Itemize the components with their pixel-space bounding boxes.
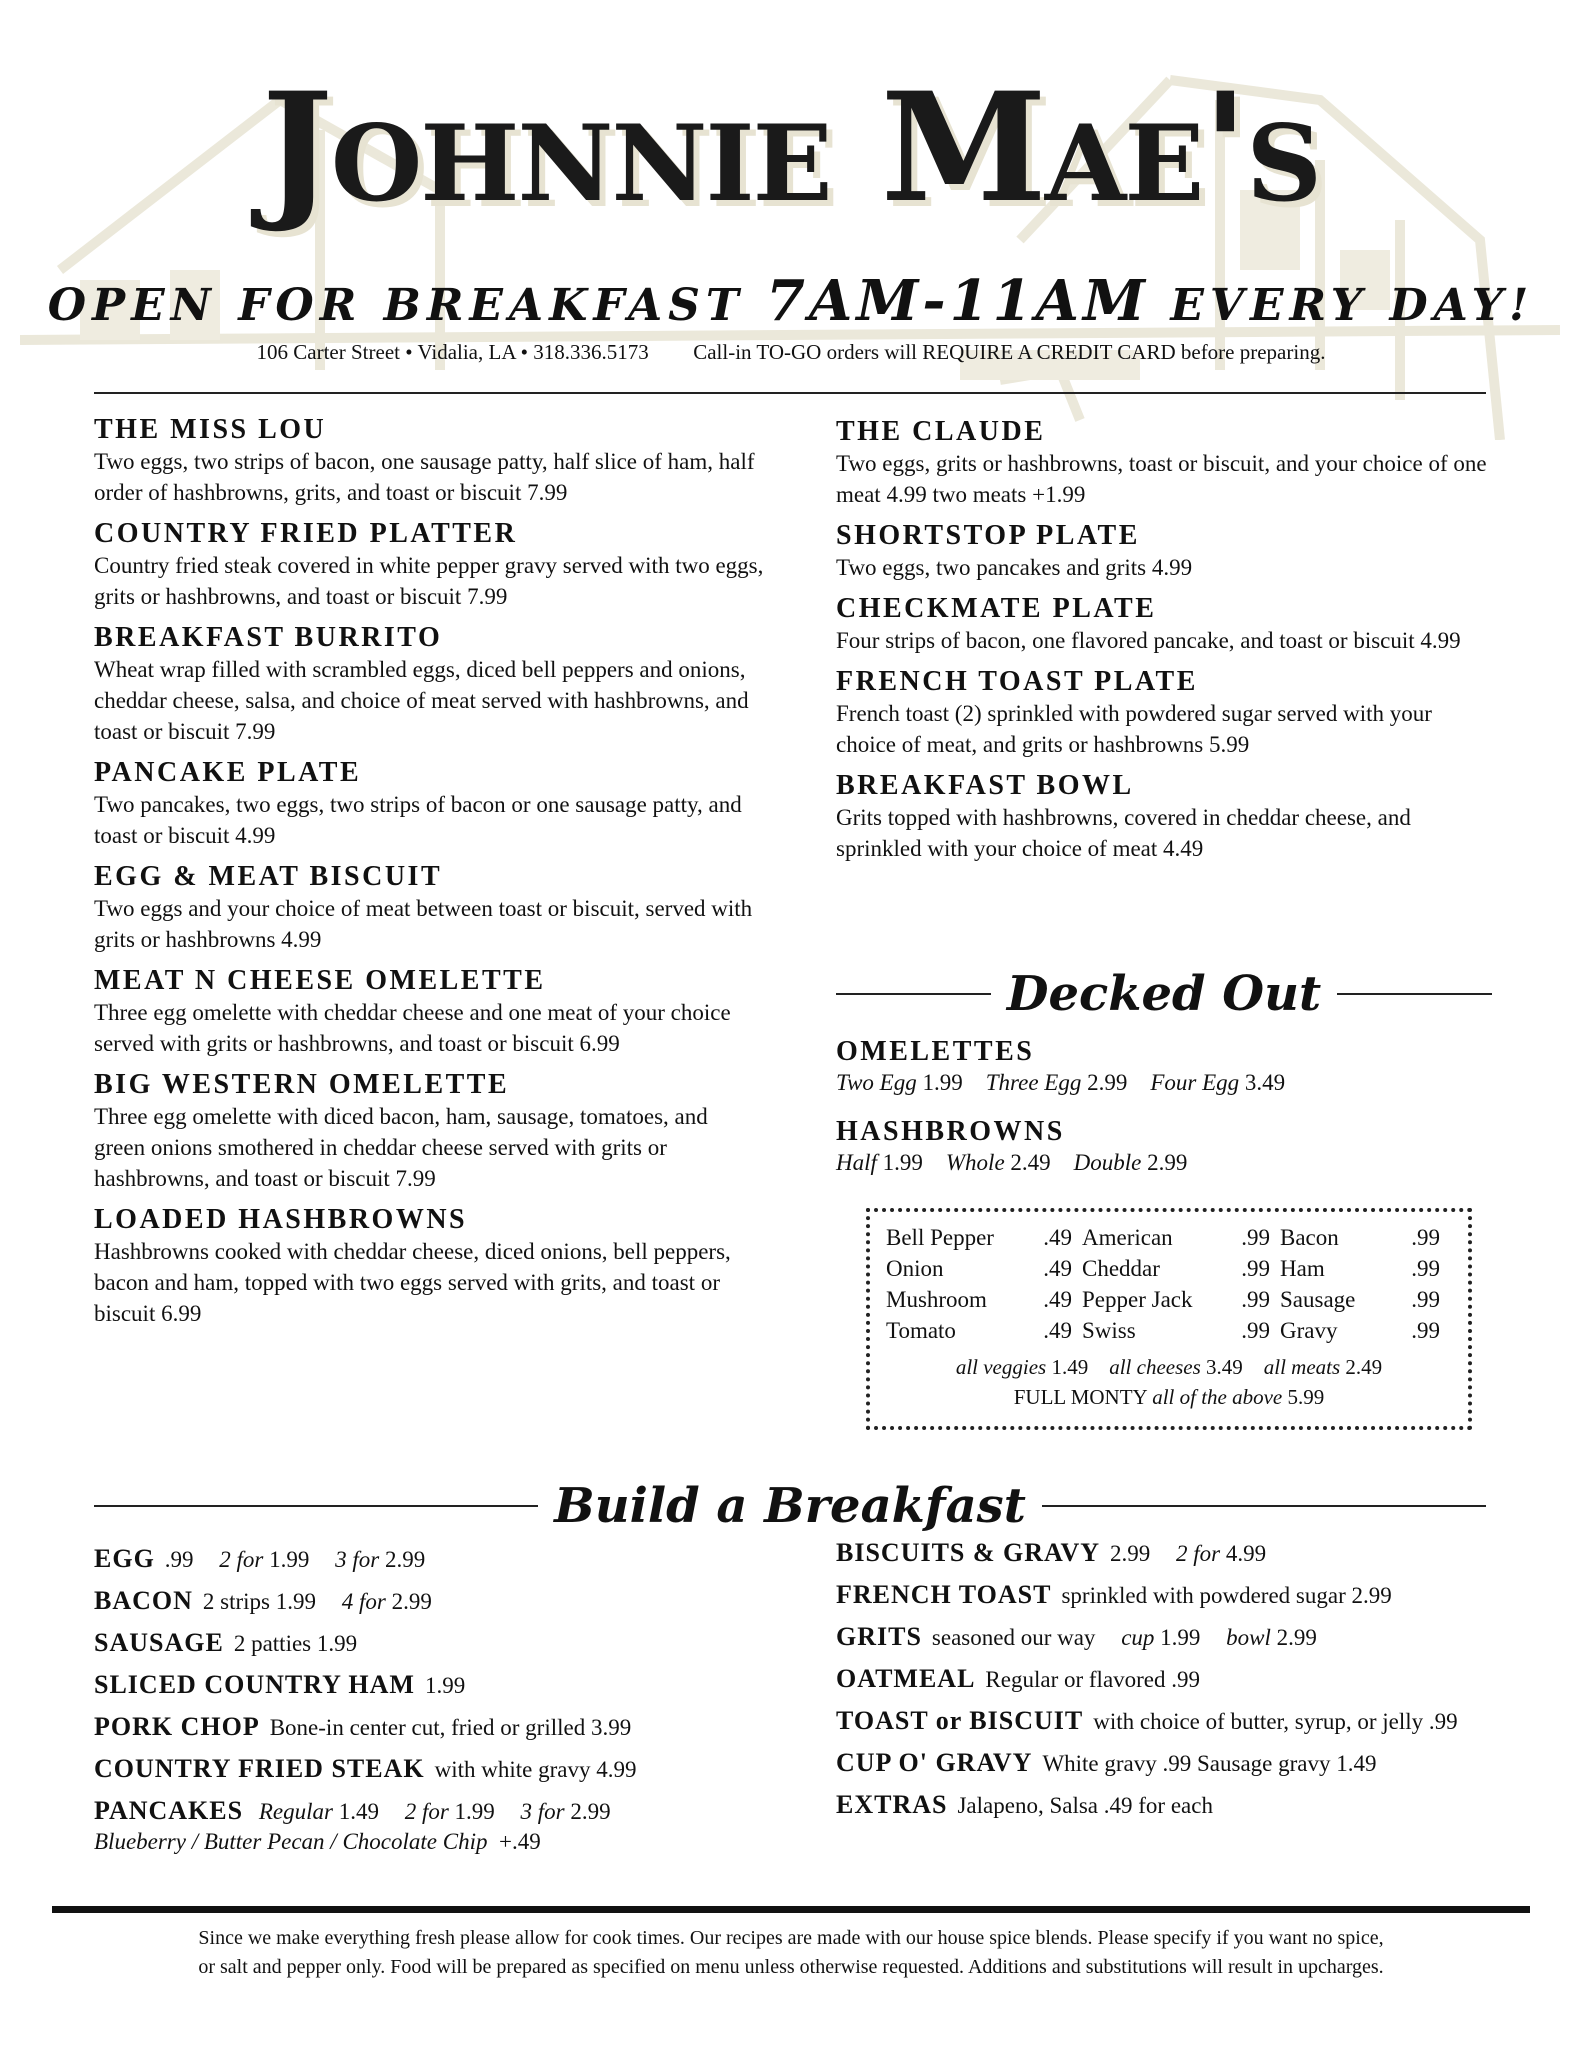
build-item-name: SAUSAGE bbox=[94, 1628, 224, 1657]
addon-name: Tomato bbox=[886, 1318, 956, 1343]
build-item bbox=[94, 1796, 784, 1857]
omelettes-section bbox=[836, 1036, 1492, 1098]
build-item bbox=[94, 1586, 784, 1617]
tagline-open: OPEN FOR BREAKFAST bbox=[47, 280, 745, 331]
build-item bbox=[836, 1580, 1492, 1611]
build-item bbox=[836, 1622, 1492, 1653]
qty-price: 1.99 bbox=[454, 1799, 495, 1824]
addon-price: .99 bbox=[1241, 1256, 1270, 1281]
tagline-hours: 7AM-11AM bbox=[765, 268, 1149, 334]
addon-price: .99 bbox=[1411, 1287, 1440, 1312]
menu-item bbox=[94, 622, 764, 747]
menu-item-name: PANCAKE PLATE bbox=[94, 757, 362, 788]
breakfast-menu-right bbox=[836, 416, 1492, 874]
menu-item-desc: Grits topped with hashbrowns, covered in cheddar cheese, and sprinkled with your choice of meat 4.49 bbox=[836, 805, 1411, 861]
omelettes-title: OMELETTES bbox=[836, 1036, 1035, 1067]
disclaimer-line: or salt and pepper only. Food will be prepared as specified on menu unless otherwise requested. Additions and substitutions will result in upcharges. bbox=[198, 1956, 1384, 1978]
option-label: Four Egg bbox=[1150, 1070, 1240, 1095]
menu-item-desc: French toast (2) sprinkled with powdered sugar served with your choice of meat, and grits or hashbrowns 5.99 bbox=[836, 701, 1432, 757]
addons-grid bbox=[886, 1222, 1452, 1346]
build-item-text: with choice of butter, syrup, or jelly .99 bbox=[1093, 1709, 1458, 1734]
build-item bbox=[836, 1706, 1492, 1737]
addon-price: .99 bbox=[1411, 1318, 1440, 1343]
addon-name: Mushroom bbox=[886, 1287, 987, 1312]
build-item-name: BISCUITS & GRAVY bbox=[836, 1538, 1101, 1567]
option-price: 1.99 bbox=[882, 1150, 923, 1175]
build-a-breakfast-title: Build a Breakfast bbox=[554, 1478, 1026, 1534]
build-item-text: Regular or flavored .99 bbox=[985, 1667, 1201, 1692]
heading-rule bbox=[1042, 1505, 1486, 1507]
omelettes-prices bbox=[836, 1068, 1492, 1098]
build-item-text: 2 strips 1.99 bbox=[202, 1589, 316, 1614]
build-item bbox=[836, 1538, 1492, 1569]
qty-price: 4.99 bbox=[1225, 1541, 1267, 1566]
city: Vidalia, LA bbox=[417, 340, 516, 364]
menu-item-desc: Four strips of bacon, one flavored pancake, and toast or biscuit 4.99 bbox=[836, 628, 1461, 653]
menu-item-name: MEAT N CHEESE OMELETTE bbox=[94, 965, 546, 996]
build-item-text: 1.99 bbox=[424, 1673, 466, 1698]
qty-label: 2 for bbox=[1176, 1541, 1221, 1566]
build-item-text: seasoned our way bbox=[931, 1625, 1096, 1650]
footer-divider bbox=[52, 1906, 1530, 1913]
addon-name: Pepper Jack bbox=[1082, 1287, 1193, 1312]
build-item-name: PORK CHOP bbox=[94, 1712, 260, 1741]
qty-label: 3 for bbox=[335, 1547, 380, 1572]
addon-name: Swiss bbox=[1082, 1318, 1136, 1343]
addons-box bbox=[866, 1208, 1472, 1430]
restaurant-logo: Johnnie Mae's bbox=[261, 60, 1321, 236]
separator-dot: • bbox=[520, 340, 528, 364]
full-monty-label: FULL MONTY bbox=[1013, 1385, 1147, 1409]
combo-price: 2.49 bbox=[1345, 1355, 1383, 1379]
build-list-left bbox=[94, 1544, 784, 1868]
build-item-text: 2.99 bbox=[1110, 1541, 1151, 1566]
menu-item-name: THE MISS LOU bbox=[94, 414, 327, 445]
option-price: 3.49 bbox=[1244, 1070, 1286, 1095]
pancake-flavors: Blueberry / Butter Pecan / Chocolate Chip bbox=[94, 1829, 488, 1854]
option-price: 2.49 bbox=[1010, 1150, 1051, 1175]
build-item bbox=[836, 1790, 1492, 1821]
build-item-text: Jalapeno, Salsa .49 for each bbox=[957, 1793, 1213, 1818]
menu-item-name: BREAKFAST BURRITO bbox=[94, 622, 443, 653]
addon-name: Bell Pepper bbox=[886, 1225, 994, 1250]
build-item-name: BACON bbox=[94, 1586, 193, 1615]
combo-label: all meats bbox=[1263, 1355, 1341, 1379]
menu-item bbox=[94, 1069, 764, 1194]
hashbrowns-section bbox=[836, 1116, 1492, 1178]
build-item-name: PANCAKES bbox=[94, 1796, 244, 1825]
menu-item-desc: Two pancakes, two eggs, two strips of bacon or one sausage patty, and toast or biscuit 4.99 bbox=[94, 792, 742, 848]
menu-item-name: THE CLAUDE bbox=[836, 416, 1046, 447]
build-item bbox=[94, 1712, 784, 1743]
option-price: 2.99 bbox=[1147, 1150, 1188, 1175]
menu-item-name: BREAKFAST BOWL bbox=[836, 770, 1134, 801]
addon-name: Onion bbox=[886, 1256, 944, 1281]
addon-name: American bbox=[1082, 1225, 1173, 1250]
build-item-name: COUNTRY FRIED STEAK bbox=[94, 1754, 425, 1783]
decked-out-title: Decked Out bbox=[1006, 966, 1322, 1022]
qty-price: 1.99 bbox=[269, 1547, 310, 1572]
option-label: Half bbox=[836, 1150, 877, 1175]
option-price: 1.99 bbox=[922, 1070, 963, 1095]
menu-item-desc: Two eggs, two strips of bacon, one sausage patty, half slice of ham, half order of hashbrowns, grits, and toast or biscuit 7.99 bbox=[94, 449, 755, 505]
disclaimer bbox=[60, 1924, 1522, 1982]
combo-label: all veggies bbox=[955, 1355, 1047, 1379]
heading-rule bbox=[1337, 993, 1492, 995]
menu-item bbox=[836, 520, 1492, 583]
addon-price: .99 bbox=[1241, 1225, 1270, 1250]
addon-price: .49 bbox=[1043, 1287, 1072, 1312]
build-item-name: TOAST or BISCUIT bbox=[836, 1706, 1084, 1735]
build-item-text: .99 bbox=[164, 1547, 194, 1572]
menu-item bbox=[94, 518, 764, 612]
menu-item-name: EGG & MEAT BISCUIT bbox=[94, 861, 443, 892]
menu-item-desc: Country fried steak covered in white pepper gravy served with two eggs, grits or hashbrowns, and toast or biscuit 7.99 bbox=[94, 553, 764, 609]
qty-label: cup bbox=[1121, 1625, 1155, 1650]
addon-combos bbox=[886, 1352, 1452, 1412]
combo-label: all cheeses bbox=[1109, 1355, 1201, 1379]
qty-label: 2 for bbox=[404, 1799, 449, 1824]
addon-name: Cheddar bbox=[1082, 1256, 1160, 1281]
build-item-name: OATMEAL bbox=[836, 1664, 976, 1693]
hashbrowns-title: HASHBROWNS bbox=[836, 1116, 1065, 1147]
menu-item bbox=[836, 770, 1492, 864]
addon-price: .99 bbox=[1411, 1256, 1440, 1281]
togo-note: Call-in TO-GO orders will REQUIRE A CREDIT CARD before preparing. bbox=[693, 340, 1326, 364]
option-label: Two Egg bbox=[836, 1070, 917, 1095]
qty-price: 2.99 bbox=[391, 1589, 432, 1614]
qty-label: 2 for bbox=[219, 1547, 264, 1572]
header-divider bbox=[94, 392, 1486, 394]
decked-out-heading bbox=[836, 966, 1492, 1022]
build-item-text: White gravy .99 Sausage gravy 1.49 bbox=[1042, 1751, 1377, 1776]
addon-name: Bacon bbox=[1280, 1225, 1339, 1250]
menu-item-name: CHECKMATE PLATE bbox=[836, 593, 1157, 624]
addon-price: .49 bbox=[1043, 1318, 1072, 1343]
contact-line bbox=[0, 340, 1582, 365]
qty-label: bowl bbox=[1226, 1625, 1271, 1650]
hours-tagline bbox=[0, 268, 1582, 334]
breakfast-menu-left bbox=[94, 414, 764, 1339]
menu-item-desc: Wheat wrap filled with scrambled eggs, diced bell peppers and onions, cheddar cheese, salsa, and choice of meat served with hashbrowns, and toast or biscuit 7.99 bbox=[94, 657, 749, 744]
addon-name: Gravy bbox=[1280, 1318, 1338, 1343]
menu-item bbox=[94, 861, 764, 955]
menu-item-name: COUNTRY FRIED PLATTER bbox=[94, 518, 518, 549]
menu-item-name: BIG WESTERN OMELETTE bbox=[94, 1069, 510, 1100]
build-item bbox=[94, 1670, 784, 1701]
addon-name: Sausage bbox=[1280, 1287, 1356, 1312]
build-item-text: with white gravy 4.99 bbox=[434, 1757, 637, 1782]
qty-price: 2.99 bbox=[570, 1799, 611, 1824]
separator-dot: • bbox=[405, 340, 413, 364]
menu-item-desc: Two eggs, two pancakes and grits 4.99 bbox=[836, 555, 1193, 580]
menu-item-desc: Two eggs and your choice of meat between toast or biscuit, served with grits or hashbrowns 4.99 bbox=[94, 896, 753, 952]
hashbrowns-prices bbox=[836, 1148, 1492, 1178]
menu-item bbox=[94, 1204, 764, 1329]
build-item bbox=[94, 1544, 784, 1575]
qty-price: 1.49 bbox=[338, 1799, 379, 1824]
build-item bbox=[836, 1664, 1492, 1695]
disclaimer-line: Since we make everything fresh please allow for cook times. Our recipes are made with our house spice blends. Please specify if you want no spice, bbox=[198, 1927, 1384, 1949]
qty-label: Regular bbox=[258, 1799, 333, 1824]
build-item-name: CUP O' GRAVY bbox=[836, 1748, 1033, 1777]
menu-item-desc: Three egg omelette with cheddar cheese and one meat of your choice served with grits or hashbrowns, and toast or biscuit 6.99 bbox=[94, 1000, 731, 1056]
menu-item-desc: Hashbrowns cooked with cheddar cheese, diced onions, bell peppers, bacon and ham, topped with two eggs served with grits, and toast or biscuit 6.99 bbox=[94, 1239, 731, 1326]
full-monty-desc: all of the above bbox=[1152, 1385, 1283, 1409]
phone: 318.336.5173 bbox=[533, 340, 649, 364]
heading-rule bbox=[94, 1505, 538, 1507]
menu-item bbox=[94, 965, 764, 1059]
addon-price: .99 bbox=[1241, 1287, 1270, 1312]
combo-price: 3.49 bbox=[1206, 1355, 1243, 1379]
option-label: Double bbox=[1073, 1150, 1142, 1175]
option-label: Three Egg bbox=[985, 1070, 1082, 1095]
tagline-every-day: EVERY DAY! bbox=[1170, 280, 1535, 331]
menu-item bbox=[94, 757, 764, 851]
build-item-name: GRITS bbox=[836, 1622, 922, 1651]
build-a-breakfast-heading bbox=[94, 1478, 1486, 1534]
heading-rule bbox=[836, 993, 991, 995]
qty-price: 2.99 bbox=[384, 1547, 426, 1572]
combo-price: 1.49 bbox=[1051, 1355, 1089, 1379]
build-item-text: Bone-in center cut, fried or grilled 3.99 bbox=[269, 1715, 632, 1740]
build-item-name: EGG bbox=[94, 1544, 155, 1573]
qty-price: 1.99 bbox=[1160, 1625, 1201, 1650]
addon-name: Ham bbox=[1280, 1256, 1325, 1281]
build-item-text: 2 patties 1.99 bbox=[233, 1631, 358, 1656]
build-item bbox=[94, 1754, 784, 1785]
addon-price: .99 bbox=[1411, 1225, 1440, 1250]
flavor-upcharge: +.49 bbox=[498, 1829, 541, 1854]
menu-item-name: FRENCH TOAST PLATE bbox=[836, 666, 1198, 697]
full-monty-price: 5.99 bbox=[1287, 1385, 1325, 1409]
menu-item-name: SHORTSTOP PLATE bbox=[836, 520, 1140, 551]
menu-item bbox=[94, 414, 764, 508]
addon-price: .49 bbox=[1043, 1256, 1072, 1281]
option-price: 2.99 bbox=[1087, 1070, 1128, 1095]
menu-item bbox=[836, 593, 1492, 656]
menu-item bbox=[836, 666, 1492, 760]
address: 106 Carter Street bbox=[256, 340, 400, 364]
build-item-name: SLICED COUNTRY HAM bbox=[94, 1670, 415, 1699]
qty-label: 4 for bbox=[341, 1589, 386, 1614]
menu-item-desc: Three egg omelette with diced bacon, ham, sausage, tomatoes, and green onions smothered in cheddar cheese served with grits or hashbrowns, and toast or biscuit 7.99 bbox=[94, 1104, 708, 1191]
qty-price: 2.99 bbox=[1276, 1625, 1317, 1650]
build-item bbox=[836, 1748, 1492, 1779]
build-item-text: sprinkled with powdered sugar 2.99 bbox=[1061, 1583, 1392, 1608]
menu-item-desc: Two eggs, grits or hashbrowns, toast or biscuit, and your choice of one meat 4.99 two meats +1.99 bbox=[836, 451, 1487, 507]
menu-item-name: LOADED HASHBROWNS bbox=[94, 1204, 468, 1235]
build-item bbox=[94, 1628, 784, 1659]
option-label: Whole bbox=[945, 1150, 1005, 1175]
menu-item bbox=[836, 416, 1492, 510]
build-list-right bbox=[836, 1538, 1492, 1832]
qty-label: 3 for bbox=[520, 1799, 565, 1824]
build-item-name: EXTRAS bbox=[836, 1790, 948, 1819]
addon-price: .99 bbox=[1241, 1318, 1270, 1343]
addon-price: .49 bbox=[1043, 1225, 1072, 1250]
build-item-name: FRENCH TOAST bbox=[836, 1580, 1052, 1609]
